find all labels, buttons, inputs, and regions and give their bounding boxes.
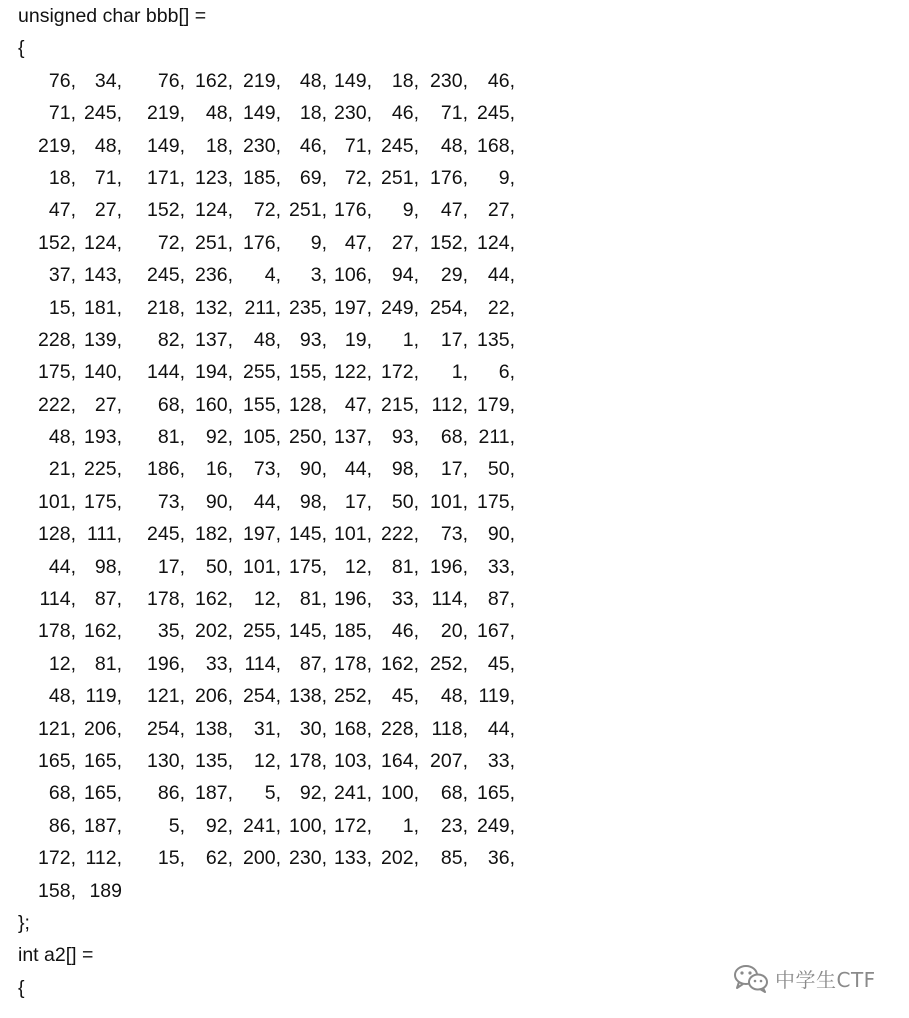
array-value: 103, xyxy=(334,749,372,772)
array-value: 47, xyxy=(344,231,372,254)
array-value: 145, xyxy=(289,620,327,643)
array-value: 92, xyxy=(299,782,327,805)
array-value: 71, xyxy=(48,102,76,125)
array-value: 206, xyxy=(195,685,233,708)
array-value: 160, xyxy=(195,393,233,416)
array-value: 197, xyxy=(243,523,281,546)
bbb-values xyxy=(18,65,718,907)
array-value: 48, xyxy=(48,685,76,708)
array-value: 165, xyxy=(477,782,515,805)
array-value: 69, xyxy=(299,166,327,189)
array-value: 114, xyxy=(39,588,76,611)
array-value: 33, xyxy=(487,555,515,578)
array-value: 135, xyxy=(477,328,515,351)
array-value: 90, xyxy=(487,523,515,546)
array-value: 27, xyxy=(391,231,419,254)
watermark-text: 中学生CTF xyxy=(775,967,876,992)
array-value: 33, xyxy=(487,749,515,772)
array-value: 46, xyxy=(487,69,515,92)
array-value: 133, xyxy=(334,847,372,870)
array-value: 73, xyxy=(253,458,281,481)
array-value: 98, xyxy=(391,458,419,481)
array-value: 235, xyxy=(289,296,327,319)
array-value: 71, xyxy=(94,166,122,189)
array-value: 128, xyxy=(38,523,76,546)
array-value: 72, xyxy=(157,231,185,254)
array-value: 44, xyxy=(487,264,515,287)
array-value: 176, xyxy=(243,231,281,254)
array-value: 152, xyxy=(430,231,468,254)
array-value: 119, xyxy=(85,685,122,708)
array-value: 121, xyxy=(38,717,76,740)
bbb-declaration: unsigned char bbb[] = xyxy=(18,5,207,27)
array-value: 101, xyxy=(38,490,76,513)
array-value: 48, xyxy=(253,328,281,351)
array-value: 21, xyxy=(48,458,76,481)
array-value: 145, xyxy=(289,523,327,546)
array-value: 5, xyxy=(168,814,185,837)
array-value: 100, xyxy=(381,782,419,805)
array-value: 211, xyxy=(478,426,515,449)
array-value: 149, xyxy=(334,69,372,92)
array-value: 222, xyxy=(381,523,419,546)
array-value: 155, xyxy=(289,361,327,384)
array-value: 81, xyxy=(94,652,122,675)
array-value: 101, xyxy=(430,490,468,513)
array-value: 164, xyxy=(381,749,419,772)
array-value: 94, xyxy=(391,264,419,287)
code-document xyxy=(18,0,718,1004)
array-value: 20, xyxy=(440,620,468,643)
array-value: 18, xyxy=(299,102,327,125)
array-value: 255, xyxy=(243,361,281,384)
array-value: 254, xyxy=(430,296,468,319)
array-value: 219, xyxy=(243,69,281,92)
array-value: 245, xyxy=(477,102,515,125)
array-value: 92, xyxy=(205,426,233,449)
array-value: 33, xyxy=(205,652,233,675)
array-value: 12, xyxy=(253,588,281,611)
array-value: 114, xyxy=(431,588,468,611)
array-value: 211, xyxy=(244,296,281,319)
array-value: 178, xyxy=(38,620,76,643)
array-row xyxy=(18,680,718,712)
array-value: 46, xyxy=(391,620,419,643)
array-row xyxy=(18,648,718,680)
array-value: 93, xyxy=(391,426,419,449)
array-value: 81, xyxy=(299,588,327,611)
array-value: 230, xyxy=(430,69,468,92)
array-value: 230, xyxy=(289,847,327,870)
array-value: 196, xyxy=(147,652,185,675)
array-value: 219, xyxy=(147,102,185,125)
array-value: 124, xyxy=(84,231,122,254)
array-value: 152, xyxy=(38,231,76,254)
array-value: 179, xyxy=(477,393,515,416)
array-value: 124, xyxy=(195,199,233,222)
array-row xyxy=(18,324,718,356)
array-value: 12, xyxy=(253,749,281,772)
array-value: 252, xyxy=(430,652,468,675)
array-value: 93, xyxy=(299,328,327,351)
array-value: 15, xyxy=(157,847,185,870)
array-value: 118, xyxy=(431,717,468,740)
array-value: 218, xyxy=(147,296,185,319)
array-value: 172, xyxy=(38,847,76,870)
array-value: 87, xyxy=(94,588,122,611)
array-row xyxy=(18,65,718,97)
array-value: 90, xyxy=(299,458,327,481)
array-value: 162, xyxy=(84,620,122,643)
array-value: 176, xyxy=(430,166,468,189)
open-brace: { xyxy=(18,37,25,60)
array-value: 137, xyxy=(334,426,372,449)
array-value: 254, xyxy=(147,717,185,740)
array-value: 251, xyxy=(381,166,419,189)
array-value: 194, xyxy=(195,361,233,384)
array-row xyxy=(18,259,718,291)
array-value: 152, xyxy=(147,199,185,222)
array-value: 137, xyxy=(195,328,233,351)
array-value: 207, xyxy=(430,749,468,772)
array-value: 149, xyxy=(147,134,185,157)
array-value: 155, xyxy=(243,393,281,416)
array-row xyxy=(18,875,718,907)
array-value: 255, xyxy=(243,620,281,643)
array-value: 138, xyxy=(289,685,327,708)
array-value: 86, xyxy=(157,782,185,805)
array-value: 23, xyxy=(440,814,468,837)
array-value: 17, xyxy=(344,490,372,513)
array-value: 44, xyxy=(48,555,76,578)
array-value: 44, xyxy=(253,490,281,513)
array-value: 4, xyxy=(264,264,281,287)
array-value: 181, xyxy=(84,296,122,319)
array-value: 85, xyxy=(440,847,468,870)
array-value: 114, xyxy=(244,652,281,675)
array-row xyxy=(18,292,718,324)
array-value: 249, xyxy=(477,814,515,837)
array-value: 168, xyxy=(477,134,515,157)
array-value: 1, xyxy=(451,361,468,384)
array-value: 37, xyxy=(48,264,76,287)
array-value: 215, xyxy=(381,393,419,416)
array-value: 165, xyxy=(84,782,122,805)
array-value: 101, xyxy=(334,523,372,546)
array-row xyxy=(18,810,718,842)
array-value: 19, xyxy=(344,328,372,351)
array-value: 18, xyxy=(205,134,233,157)
array-value: 81, xyxy=(157,426,185,449)
array-value: 138, xyxy=(195,717,233,740)
array-value: 187, xyxy=(84,814,122,837)
array-value: 168, xyxy=(334,717,372,740)
array-value: 87, xyxy=(487,588,515,611)
array-value: 71, xyxy=(344,134,372,157)
array-value: 241, xyxy=(243,814,281,837)
array-value: 162, xyxy=(381,652,419,675)
array-value: 101, xyxy=(243,555,281,578)
array-value: 50, xyxy=(205,555,233,578)
array-value: 30, xyxy=(299,717,327,740)
array-value: 76, xyxy=(157,69,185,92)
array-value: 172, xyxy=(334,814,372,837)
array-value: 158, xyxy=(38,879,76,902)
array-value: 245, xyxy=(381,134,419,157)
array-value: 9, xyxy=(402,199,419,222)
array-value: 202, xyxy=(195,620,233,643)
wechat-icon xyxy=(733,963,769,993)
array-value: 5, xyxy=(264,782,281,805)
array-value: 34, xyxy=(94,69,122,92)
array-value: 162, xyxy=(195,588,233,611)
array-value: 175, xyxy=(289,555,327,578)
array-value: 165, xyxy=(38,749,76,772)
array-value: 130, xyxy=(147,749,185,772)
array-value: 73, xyxy=(157,490,185,513)
array-value: 144, xyxy=(147,361,185,384)
array-value: 178, xyxy=(289,749,327,772)
array-row xyxy=(18,227,718,259)
array-value: 68, xyxy=(440,782,468,805)
array-value: 105, xyxy=(243,426,281,449)
array-value: 44, xyxy=(344,458,372,481)
array-value: 185, xyxy=(243,166,281,189)
array-value: 124, xyxy=(477,231,515,254)
array-value: 119, xyxy=(478,685,515,708)
array-value: 45, xyxy=(487,652,515,675)
array-row xyxy=(18,162,718,194)
array-value: 123, xyxy=(195,166,233,189)
array-value: 12, xyxy=(48,652,76,675)
array-value: 206, xyxy=(84,717,122,740)
array-value: 186, xyxy=(147,458,185,481)
array-value: 254, xyxy=(243,685,281,708)
array-value: 128, xyxy=(289,393,327,416)
array-value: 175, xyxy=(84,490,122,513)
array-value: 48, xyxy=(205,102,233,125)
array-value: 185, xyxy=(334,620,372,643)
array-value: 196, xyxy=(334,588,372,611)
watermark xyxy=(733,961,876,995)
array-value: 48, xyxy=(48,426,76,449)
array-row xyxy=(18,194,718,226)
array-value: 87, xyxy=(299,652,327,675)
array-value: 121, xyxy=(147,685,185,708)
array-value: 27, xyxy=(487,199,515,222)
array-value: 249, xyxy=(381,296,419,319)
array-value: 175, xyxy=(38,361,76,384)
array-value: 252, xyxy=(334,685,372,708)
array-value: 71, xyxy=(440,102,468,125)
array-value: 73, xyxy=(440,523,468,546)
array-value: 17, xyxy=(440,328,468,351)
array-value: 48, xyxy=(94,134,122,157)
array-value: 106, xyxy=(334,264,372,287)
array-value: 187, xyxy=(195,782,233,805)
array-value: 48, xyxy=(440,685,468,708)
array-value: 98, xyxy=(94,555,122,578)
close-brace: }; xyxy=(18,911,30,934)
array-value: 36, xyxy=(487,847,515,870)
array-value: 33, xyxy=(391,588,419,611)
array-value: 68, xyxy=(440,426,468,449)
array-value: 17, xyxy=(157,555,185,578)
array-value: 9, xyxy=(498,166,515,189)
array-value: 245, xyxy=(147,523,185,546)
array-value: 176, xyxy=(334,199,372,222)
array-value: 46, xyxy=(299,134,327,157)
array-value: 175, xyxy=(477,490,515,513)
array-value: 245, xyxy=(84,102,122,125)
array-row xyxy=(18,777,718,809)
array-value: 228, xyxy=(381,717,419,740)
array-value: 62, xyxy=(205,847,233,870)
array-value: 18, xyxy=(48,166,76,189)
array-row xyxy=(18,745,718,777)
array-row xyxy=(18,518,718,550)
open-brace-2: { xyxy=(18,976,25,999)
array-value: 12, xyxy=(344,555,372,578)
array-row xyxy=(18,551,718,583)
array-value: 193, xyxy=(84,426,122,449)
array-value: 6, xyxy=(498,361,515,384)
array-row xyxy=(18,486,718,518)
array-value: 81, xyxy=(391,555,419,578)
array-value: 92, xyxy=(205,814,233,837)
array-value: 178, xyxy=(334,652,372,675)
array-value: 143, xyxy=(84,264,122,287)
array-value: 50, xyxy=(487,458,515,481)
array-value: 22, xyxy=(487,296,515,319)
array-value: 222, xyxy=(38,393,76,416)
array-row xyxy=(18,389,718,421)
array-value: 236, xyxy=(195,264,233,287)
array-value: 16, xyxy=(205,458,233,481)
array-value: 9, xyxy=(310,231,327,254)
array-value: 135, xyxy=(195,749,233,772)
array-value: 228, xyxy=(38,328,76,351)
array-value: 112, xyxy=(431,393,468,416)
array-value: 112, xyxy=(85,847,122,870)
array-value: 31, xyxy=(253,717,281,740)
array-value: 111, xyxy=(86,523,122,546)
array-value: 1, xyxy=(402,328,419,351)
array-value: 149, xyxy=(243,102,281,125)
array-value: 27, xyxy=(94,199,122,222)
array-value: 200, xyxy=(243,847,281,870)
array-value: 140, xyxy=(84,361,122,384)
array-value: 29, xyxy=(440,264,468,287)
array-row xyxy=(18,713,718,745)
array-value: 230, xyxy=(243,134,281,157)
array-value: 178, xyxy=(147,588,185,611)
array-value: 172, xyxy=(381,361,419,384)
array-value: 132, xyxy=(195,296,233,319)
array-value: 15, xyxy=(48,296,76,319)
array-value: 47, xyxy=(48,199,76,222)
array-value: 46, xyxy=(391,102,419,125)
array-value: 72, xyxy=(344,166,372,189)
array-value: 27, xyxy=(94,393,122,416)
array-value: 3, xyxy=(310,264,327,287)
array-value: 17, xyxy=(440,458,468,481)
array-value: 45, xyxy=(391,685,419,708)
array-value: 225, xyxy=(84,458,122,481)
array-value: 44, xyxy=(487,717,515,740)
array-value: 47, xyxy=(440,199,468,222)
a2-declaration: int a2[] = xyxy=(18,944,94,967)
array-value: 251, xyxy=(289,199,327,222)
array-value: 1, xyxy=(402,814,419,837)
array-value: 189 xyxy=(89,879,122,902)
array-value: 197, xyxy=(334,296,372,319)
array-value: 250, xyxy=(289,426,327,449)
array-value: 68, xyxy=(157,393,185,416)
array-row xyxy=(18,453,718,485)
array-value: 90, xyxy=(205,490,233,513)
array-value: 100, xyxy=(289,814,327,837)
array-value: 98, xyxy=(299,490,327,513)
array-value: 202, xyxy=(381,847,419,870)
array-value: 196, xyxy=(430,555,468,578)
array-row xyxy=(18,356,718,388)
array-value: 76, xyxy=(48,69,76,92)
array-row xyxy=(18,97,718,129)
array-value: 86, xyxy=(48,814,76,837)
array-value: 48, xyxy=(440,134,468,157)
array-row xyxy=(18,421,718,453)
array-row xyxy=(18,615,718,647)
array-value: 171, xyxy=(147,166,185,189)
array-row xyxy=(18,842,718,874)
array-value: 50, xyxy=(391,490,419,513)
array-value: 219, xyxy=(38,134,76,157)
array-value: 165, xyxy=(84,749,122,772)
array-value: 47, xyxy=(344,393,372,416)
array-value: 182, xyxy=(195,523,233,546)
array-value: 167, xyxy=(477,620,515,643)
array-value: 122, xyxy=(334,361,372,384)
array-value: 68, xyxy=(48,782,76,805)
array-row xyxy=(18,583,718,615)
array-value: 162, xyxy=(195,69,233,92)
array-row xyxy=(18,130,718,162)
array-value: 82, xyxy=(157,328,185,351)
array-value: 35, xyxy=(157,620,185,643)
array-value: 18, xyxy=(391,69,419,92)
array-value: 139, xyxy=(84,328,122,351)
array-value: 48, xyxy=(299,69,327,92)
array-value: 72, xyxy=(253,199,281,222)
array-value: 230, xyxy=(334,102,372,125)
array-value: 245, xyxy=(147,264,185,287)
array-value: 251, xyxy=(195,231,233,254)
array-value: 241, xyxy=(334,782,372,805)
